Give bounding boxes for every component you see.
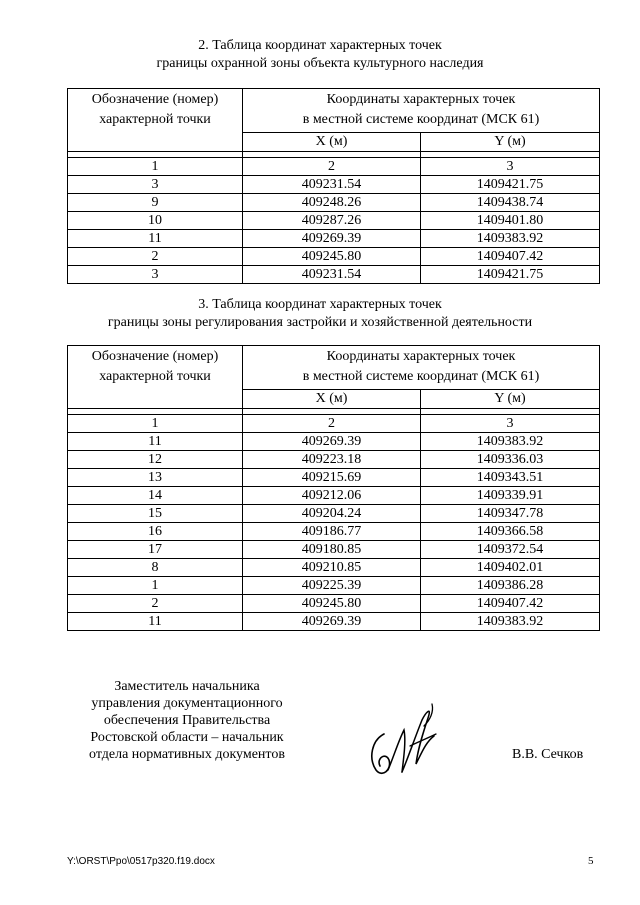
table-row (68, 613, 600, 631)
position-line: обеспечения Правительства (103, 713, 271, 728)
table2-point-header (68, 89, 243, 152)
point-number: 16 (68, 523, 243, 541)
x-coordinate: 409225.39 (243, 577, 421, 595)
signatory-position (67, 678, 307, 763)
point-number: 14 (68, 487, 243, 505)
point-number: 15 (68, 505, 243, 523)
x-coordinate: 409231.54 (243, 176, 421, 194)
table3-index-cell: 3 (421, 415, 600, 433)
y-coordinate: 1409407.42 (421, 595, 600, 613)
y-coordinate: 1409402.01 (421, 559, 600, 577)
point-number: 10 (68, 212, 243, 230)
table-row (68, 469, 600, 487)
table2-point-header-line2: характерной точки (99, 112, 211, 127)
table3-title-line1: 3. Таблица координат характерных точек (198, 297, 442, 312)
table3-index-cell: 1 (68, 415, 243, 433)
x-coordinate: 409210.85 (243, 559, 421, 577)
x-coordinate: 409287.26 (243, 212, 421, 230)
table-row (68, 559, 600, 577)
table-row (68, 523, 600, 541)
point-number: 3 (68, 176, 243, 194)
table-row (68, 266, 600, 284)
y-coordinate: 1409372.54 (421, 541, 600, 559)
position-line: Ростовской области – начальник (90, 730, 284, 745)
table2-coords-header-line2: в местной системе координат (МСК 61) (302, 112, 540, 127)
table3-point-header-line1: Обозначение (номер) (91, 349, 219, 364)
table2-point-header-line1: Обозначение (номер) (91, 92, 219, 107)
y-coordinate: 1409383.92 (421, 433, 600, 451)
x-coordinate: 409245.80 (243, 248, 421, 266)
x-coordinate: 409180.85 (243, 541, 421, 559)
table3-point-header (68, 346, 243, 409)
position-line: управления документационного (91, 696, 283, 711)
table2-coords-header-line1: Координаты характерных точек (326, 92, 516, 107)
table-row (68, 541, 600, 559)
table2-header-row (68, 89, 600, 133)
table3-coords-header-line1: Координаты характерных точек (326, 349, 516, 364)
point-number: 2 (68, 248, 243, 266)
table-row (68, 230, 600, 248)
point-number: 2 (68, 595, 243, 613)
point-number: 9 (68, 194, 243, 212)
table2-title-line1: 2. Таблица координат характерных точек (198, 38, 442, 53)
table3-coords-header (243, 346, 600, 390)
x-coordinate: 409186.77 (243, 523, 421, 541)
footer-file-path: Y:\ORST\Ppo\0517p320.f19.docx (67, 856, 215, 867)
y-coordinate: 1409407.42 (421, 248, 600, 266)
point-number: 11 (68, 613, 243, 631)
y-coordinate: 1409421.75 (421, 266, 600, 284)
table2-index-row (68, 158, 600, 176)
table3-title-line2: границы зоны регулирования застройки и хозяйственной деятельности (107, 315, 533, 330)
y-coordinate: 1409386.28 (421, 577, 600, 595)
x-coordinate: 409212.06 (243, 487, 421, 505)
point-number: 17 (68, 541, 243, 559)
x-coordinate: 409269.39 (243, 613, 421, 631)
point-number: 13 (68, 469, 243, 487)
table-row (68, 194, 600, 212)
table2-index-cell: 2 (243, 158, 421, 176)
table-row (68, 176, 600, 194)
table3-title (0, 296, 640, 332)
table-row (68, 577, 600, 595)
table2-y-header: Y (м) (421, 133, 600, 152)
table-row (68, 505, 600, 523)
y-coordinate: 1409438.74 (421, 194, 600, 212)
x-coordinate: 409204.24 (243, 505, 421, 523)
point-number: 3 (68, 266, 243, 284)
x-coordinate: 409223.18 (243, 451, 421, 469)
x-coordinate: 409231.54 (243, 266, 421, 284)
point-number: 12 (68, 451, 243, 469)
y-coordinate: 1409383.92 (421, 230, 600, 248)
table-row (68, 248, 600, 266)
y-coordinate: 1409336.03 (421, 451, 600, 469)
table3-index-row (68, 415, 600, 433)
y-coordinate: 1409339.91 (421, 487, 600, 505)
point-number: 11 (68, 230, 243, 248)
x-coordinate: 409245.80 (243, 595, 421, 613)
y-coordinate: 1409383.92 (421, 613, 600, 631)
table3-y-header: Y (м) (421, 390, 600, 409)
position-line: отдела нормативных документов (89, 747, 285, 762)
table3-coords-header-line2: в местной системе координат (МСК 61) (302, 369, 540, 384)
table-row (68, 451, 600, 469)
point-number: 11 (68, 433, 243, 451)
table-row (68, 433, 600, 451)
x-coordinate: 409269.39 (243, 230, 421, 248)
table2-x-header: X (м) (243, 133, 421, 152)
table2-coordinates (67, 88, 600, 284)
table-row (68, 212, 600, 230)
point-number: 1 (68, 577, 243, 595)
table-row (68, 487, 600, 505)
point-number: 8 (68, 559, 243, 577)
handwritten-signature (362, 700, 442, 778)
table2-coords-header (243, 89, 600, 133)
table3-x-header: X (м) (243, 390, 421, 409)
table2-index-cell: 1 (68, 158, 243, 176)
y-coordinate: 1409366.58 (421, 523, 600, 541)
page-number: 5 (588, 855, 594, 867)
y-coordinate: 1409421.75 (421, 176, 600, 194)
x-coordinate: 409269.39 (243, 433, 421, 451)
table2-title-line2: границы охранной зоны объекта культурного наследия (156, 56, 484, 71)
x-coordinate: 409215.69 (243, 469, 421, 487)
y-coordinate: 1409401.80 (421, 212, 600, 230)
table3-index-cell: 2 (243, 415, 421, 433)
x-coordinate: 409248.26 (243, 194, 421, 212)
table3-point-header-line2: характерной точки (99, 369, 211, 384)
y-coordinate: 1409347.78 (421, 505, 600, 523)
table3-header-row (68, 346, 600, 390)
table3-coordinates (67, 345, 600, 631)
table2-title (0, 37, 640, 73)
table2-index-cell: 3 (421, 158, 600, 176)
position-line: Заместитель начальника (114, 679, 260, 694)
signer-name: В.В. Сечков (512, 747, 584, 762)
y-coordinate: 1409343.51 (421, 469, 600, 487)
table-row (68, 595, 600, 613)
